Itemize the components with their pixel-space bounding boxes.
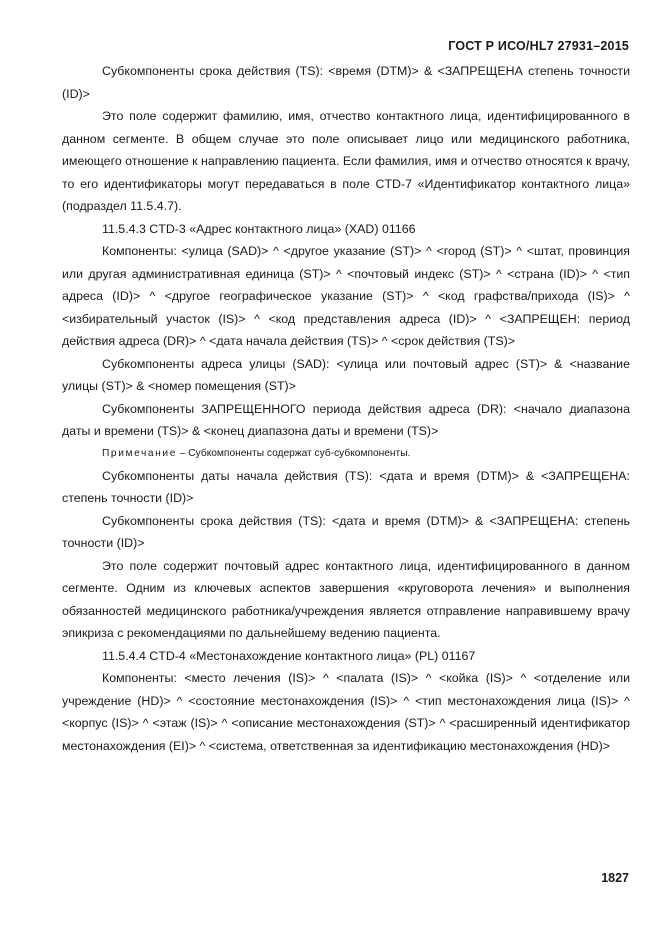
paragraph-contact-name-description: Это поле содержит фамилию, имя, отчество контактного лица, идентифицированного в данном сегменте. В общем случае это поле описывает лицо или медицинского работника, имеющего отношение к направлению пациента. Если фамилия, имя и отчество относятся к врачу, то его идентификаторы могут передаваться в поле CTD-7 «Идентификатор контактного лица» (подраздел 11.5.4.7).	[62, 109, 630, 213]
note	[62, 443, 630, 465]
paragraph-address-description: Это поле содержит почтовый адрес контактного лица, идентифицированного в данном сегменте. Одним из ключевых аспектов завершения «круговорота лечения» и выполнения обязанностей медицинского работника/учреждения является отправление направившему врачу эпикриза с рекомендациями по дальнейшему ведению пациента.	[62, 558, 630, 640]
document-body	[62, 60, 630, 757]
note-label: Примечание	[102, 447, 177, 459]
paragraph-ts-subcomponents: Субкомпоненты срока действия (TS): <время (DTM)> & <ЗАПРЕЩЕНА степень точности (ID)>	[62, 64, 630, 101]
section-heading-ctd-3: 11.5.4.3 CTD-3 «Адрес контактного лица» (XAD) 01166	[102, 221, 416, 236]
paragraph-sad-subcomponents: Субкомпоненты адреса улицы (SAD): <улица или почтовый адрес (ST)> & <название улицы (ST)> & <номер помещения (ST)>	[62, 356, 630, 393]
paragraph-start-date-subcomponents: Субкомпоненты даты начала действия (TS): <дата и время (DTM)> & <ЗАПРЕЩЕНА: степень точности (ID)>	[62, 468, 630, 505]
paragraph-validity-subcomponents: Субкомпоненты срока действия (TS): <дата и время (DTM)> & <ЗАПРЕЩЕНА: степень точности (ID)>	[62, 513, 630, 550]
document-header: ГОСТ Р ИСО/HL7 27931–2015	[448, 39, 629, 53]
note-text: – Субкомпоненты содержат суб-субкомпоненты.	[176, 447, 411, 459]
paragraph-dr-subcomponents: Субкомпоненты ЗАПРЕЩЕННОГО периода действия адреса (DR): <начало диапазона даты и времени (TS)> & <конец диапазона даты и времени (TS)>	[62, 401, 630, 438]
section-heading-ctd-4: 11.5.4.4 CTD-4 «Местонахождение контактного лица» (PL) 01167	[102, 648, 476, 663]
paragraph-ctd-3-components: Компоненты: <улица (SAD)> ^ <другое указание (ST)> ^ <город (ST)> ^ <штат, провинция или другая административная единица (ST)> ^ <почтовый индекс (ST)> ^ <страна (ID)> ^ <тип адреса (ID)> ^ <другое географическое указание (ST)> ^ <код графства/прихода (IS)> ^ <избирательный участок (IS)> ^ <код представления адреса (ID)> ^ <ЗАПРЕЩЕН: период действия адреса (DR)> ^ <дата начала действия (TS)> ^ <срок действия (TS)>	[62, 244, 630, 348]
page-number: 1827	[601, 871, 629, 885]
paragraph-ctd-4-components: Компоненты: <место лечения (IS)> ^ <палата (IS)> ^ <койка (IS)> ^ <отделение или учреждение (HD)> ^ <состояние местонахождения (IS)> ^ <тип местонахождения лица (IS)> ^ <корпус (IS)> ^ <этаж (IS)> ^ <описание местонахождения (ST)> ^ <расширенный идентификатор местонахождения (EI)> ^ <система, ответственная за идентификацию местонахождения (HD)>	[62, 671, 630, 753]
